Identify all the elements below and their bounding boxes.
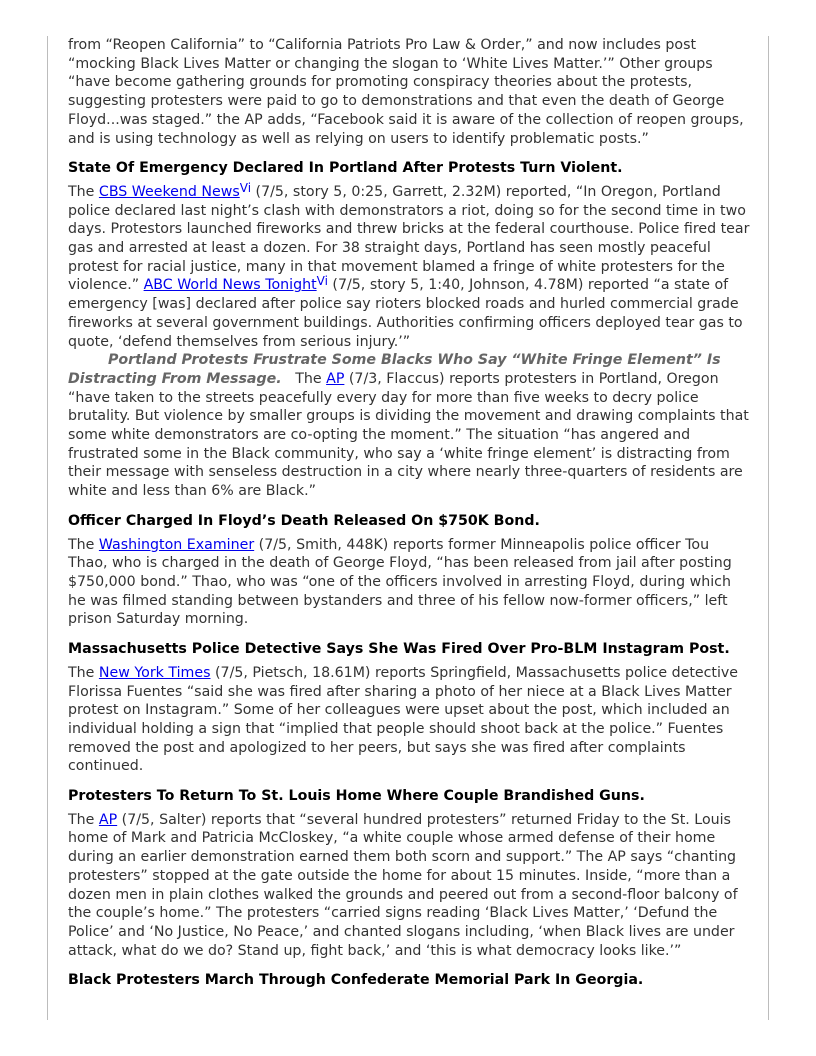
story-paragraph [68,664,752,776]
paragraph-text: (7/5, Pietsch, 18.61M) reports Springfield, Massachusetts police detective Florissa Fuentes “said she was fired after sharing a photo of her niece at a Black Lives Matter protest on Instagram.” Some of her colleagues were upset about the post, which included an individual holding a sign that “implied that people should shoot back at the police.” Fuentes removed the post and apologized to her peers, but says she was fired after complaints continued. [68,664,739,775]
paragraph-lead: The [68,536,99,553]
story-headline: State Of Emergency Declared In Portland After Protests Turn Violent. [68,160,623,177]
paragraph-lead: The [68,183,99,200]
paragraph-lead: The [68,811,99,828]
paragraph-text: (7/5, Smith, 448K) reports former Minneapolis police officer Tou Thao, who is charged in the death of George Floyd, “has been released from jail after posting $750,000 bond.” Thao, who was “one of the officers involved in arresting Floyd, during which he was filmed standing between bystanders and three of his fellow now-former officers,” left prison Saturday morning. [68,536,732,628]
source-link-washington-examiner[interactable]: Washington Examiner [98,536,255,553]
source-link-new-york-times[interactable]: New York Times [98,664,211,681]
intro-paragraph: from “Reopen California” to “California Patriots Pro Law & Order,” and now includes post “mocking Black Lives Matter or changing the slogan to ‘White Lives Matter.’” Other groups “have become gathering grounds for promoting conspiracy theories about the protests, suggesting protesters were paid to go to demonstrations and that even the death of George Floyd...was staged.” the AP adds, “Facebook said it is aware of the collection of reopen groups, and is using technology as well as relying on users to identify problematic posts.” [68,37,744,147]
source-link-ap[interactable]: AP [98,811,118,828]
source-link-ap[interactable]: AP [326,370,345,387]
sub-headline: Portland Protests Frustrate Some Blacks Who Say “White Fringe Element” Is Distracting From Message. [68,352,721,387]
paragraph-text: (7/5, story 5, 0:25, Garrett, 2.32M) reported, “In Oregon, Portland police declared last night’s clash with demonstrators a riot, doing so for the second time in two days. Protestors launched fireworks and threw bricks at the federal courthouse. Police fired tear gas and arrested at least a dozen. For 38 straight days, Portland has seen mostly peaceful protest for racial justice, many in that movement blamed a fringe of white protesters for the violence.” [68,183,750,294]
paragraph-lead: The [281,370,327,387]
paragraph-text: (7/5, story 5, 1:40, Johnson, 4.78M) reported “a state of emergency [was] declared after police say rioters blocked roads and hurled commercial grade fireworks at several government buildings. Authorities confirming officers deployed tear gas to quote, ‘defend themselves from serious injury.’” [68,277,743,350]
video-icon-link[interactable]: Vi [239,180,252,195]
story-massachusetts-detective [68,640,752,776]
story-paragraph [68,536,752,630]
story-paragraph [68,180,752,351]
story-headline: Officer Charged In Floyd’s Death Released On $750K Bond. [68,512,540,529]
story-headline: Black Protesters March Through Confederate Memorial Park In Georgia. [68,972,644,989]
right-margin-rule [768,36,769,1020]
source-link-abc-world-news-tonight[interactable]: ABC World News Tonight [143,277,317,294]
left-margin-rule [47,36,48,1020]
paragraph-text: (7/5, Salter) reports that “several hundred protesters” returned Friday to the St. Louis home of Mark and Patricia McCloskey, “a white couple whose armed defense of their home during an earlier demonstration earned them both scorn and support.” The AP says “chanting protesters” stopped at the gate outside the home for about 15 minutes. Inside, “more than a dozen men in plain clothes walked the grounds and peered out from a second-floor balcony of the couple’s home.” The protesters “carried signs reading ‘Black Lives Matter,’ ‘Defund the Police’ and ‘No Justice, No Peace,’ and chanted slogans including, ‘when Black lives are under attack, what do we do? Stand up, fight back,’ and ‘this is what democracy looks like.’” [68,811,738,959]
story-headline: Massachusetts Police Detective Says She Was Fired Over Pro-BLM Instagram Post. [68,641,730,658]
story-paragraph [68,351,752,501]
story-floyd-officer-bond [68,512,752,629]
source-link-cbs-weekend-news[interactable]: CBS Weekend News [98,183,240,200]
paragraph-lead: The [68,664,99,681]
story-georgia-park-march [68,971,752,990]
video-icon-link[interactable]: Vi [316,274,328,289]
story-st-louis-protesters [68,787,752,960]
intro-continuation [68,36,752,148]
story-headline: Protesters To Return To St. Louis Home Where Couple Brandished Guns. [68,788,645,805]
document-body [68,36,752,1001]
paragraph-text: (7/3, Flaccus) reports protesters in Portland, Oregon “have taken to the streets peacefully every day for more than five weeks to decry police brutality. But violence by smaller groups is dividing the movement and drawing complaints that some white demonstrators are co-opting the moment.” The situation “has angered and frustrated some in the Black community, who say a ‘white fringe element’ is distracting from their message with senseless destruction in a city where nearly three-quarters of residents are white and less than 6% are Black.” [68,370,749,500]
story-portland-emergency [68,159,752,501]
story-paragraph [68,811,752,961]
